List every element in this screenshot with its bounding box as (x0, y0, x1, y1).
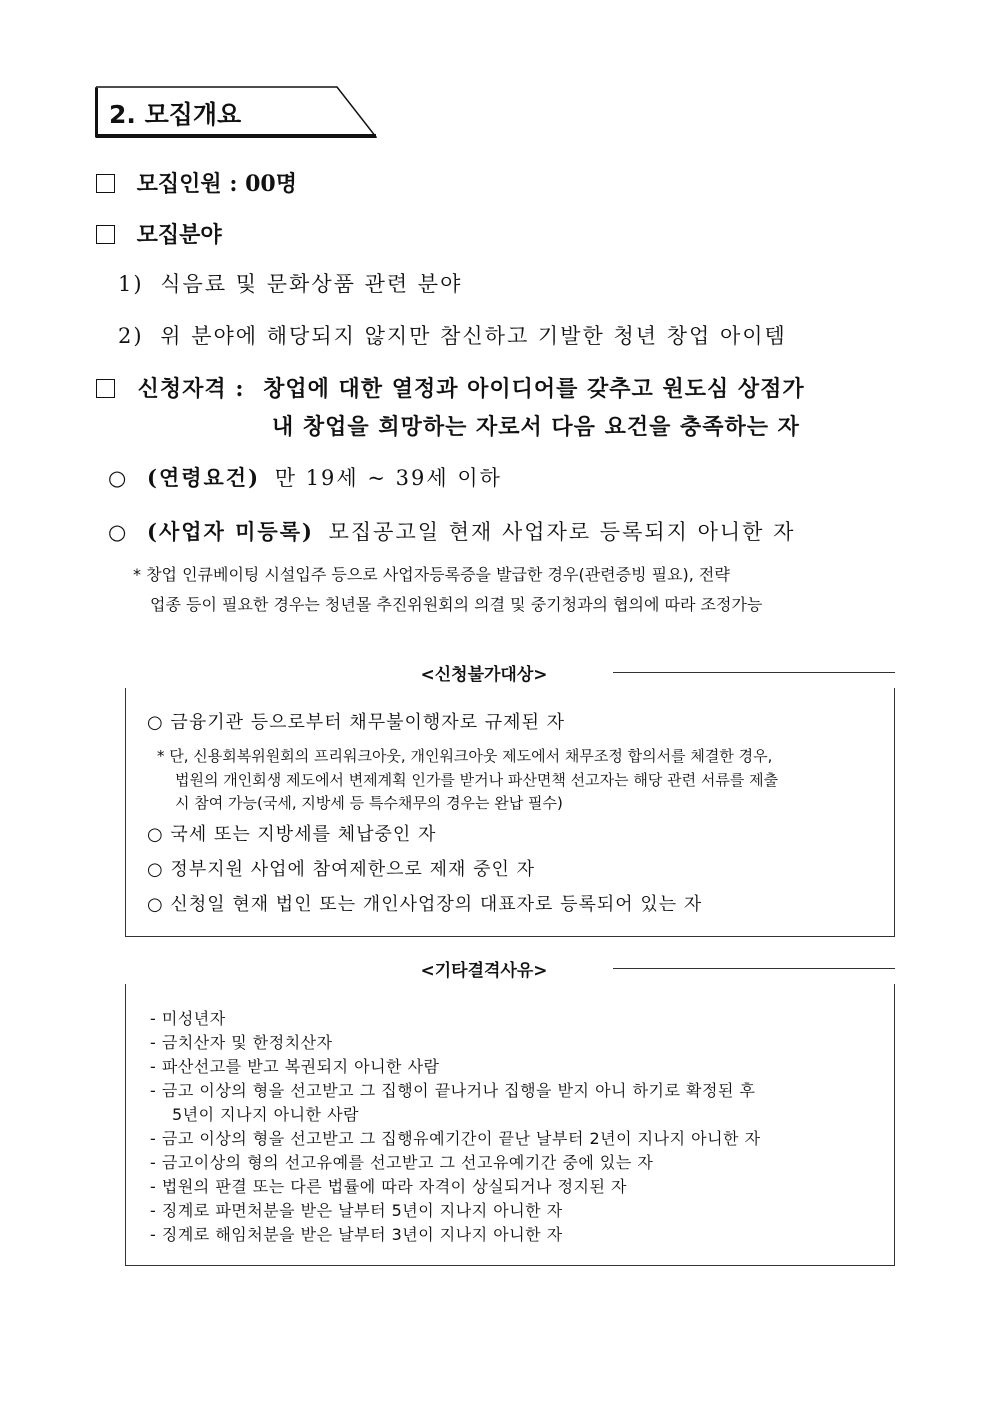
condition-key: (연령요건) (147, 465, 261, 490)
section-tab (95, 86, 377, 138)
qualification-note-line2: 업종 등이 필요한 경우는 청년몰 추진위원회의 의결 및 중기청과의 협의에 따라 조정가능 (150, 595, 763, 614)
title-rule (613, 968, 895, 969)
disqualification-line: 5년이 지나지 아니한 사람 (172, 1105, 359, 1124)
condition-text: 만 19세 ~ 39세 이하 (274, 466, 502, 490)
disqualification-title-bar (125, 954, 895, 984)
checkbox-square-icon (96, 225, 115, 244)
ineligible-item: ○ 국세 또는 지방세를 체납중인 자 (147, 824, 437, 845)
disqualification-line: - 징계로 해임처분을 받은 날부터 3년이 지나지 아니한 자 (150, 1225, 563, 1244)
ineligible-note-line: 시 참여 가능(국세, 지방세 등 특수채무의 경우는 완납 필수) (175, 794, 563, 812)
recruit-field-item (118, 268, 462, 298)
condition-text: 모집공고일 현재 사업자로 등록되지 아니한 자 (328, 520, 796, 544)
ineligible-item: ○ 금융기관 등으로부터 채무불이행자로 규제된 자 (147, 712, 566, 733)
disqualification-line: - 금고 이상의 형을 선고받고 그 집행이 끝나거나 집행을 받지 아니 하기로 확정된 후 (150, 1081, 756, 1100)
ineligible-title-bar (125, 658, 895, 688)
qualification-label: 신청자격 : (137, 376, 245, 402)
ineligible-item: ○ 정부지원 사업에 참여제한으로 제재 중인 자 (147, 859, 536, 880)
ineligible-note-line: 법원의 개인회생 제도에서 변제계획 인가를 받거나 파산면책 선고자는 해당 관련 서류를 제출 (175, 771, 779, 789)
item-text: 식음료 및 문화상품 관련 분야 (160, 272, 463, 296)
recruit-field-item (118, 320, 787, 350)
condition-key: (사업자 미등록) (147, 519, 314, 544)
section-title: 2. 모집개요 (109, 100, 242, 129)
ineligible-item: ○ 신청일 현재 법인 또는 개인사업장의 대표자로 등록되어 있는 자 (147, 894, 703, 915)
recruit-count-row (96, 167, 297, 198)
checkbox-square-icon (96, 379, 115, 398)
condition-unregistered (108, 516, 795, 546)
disqualification-line: - 징계로 파면처분을 받은 날부터 5년이 지나지 아니한 자 (150, 1201, 563, 1220)
disqualification-line: - 금고이상의 형의 선고유예를 선고받고 그 선고유예기간 중에 있는 자 (150, 1153, 654, 1172)
item-number: 2) (118, 324, 144, 348)
item-number: 1) (118, 272, 144, 296)
title-rule (613, 672, 895, 673)
circle-bullet-icon: ○ (108, 466, 129, 490)
disqualification-line: - 금고 이상의 형을 선고받고 그 집행유예기간이 끝난 날부터 2년이 지나지 아니한 자 (150, 1129, 761, 1148)
ineligible-note-line: * 단, 신용회복위원회의 프리워크아웃, 개인워크아웃 제도에서 채무조정 합의서를 체결한 경우, (157, 747, 773, 765)
disqualification-line: - 금치산자 및 한정치산자 (150, 1033, 333, 1052)
disqualification-line: - 법원의 판결 또는 다른 법률에 따라 자격이 상실되거나 정지된 자 (150, 1177, 627, 1196)
disqualification-line: - 파산선고를 받고 복권되지 아니한 사람 (150, 1057, 440, 1076)
qualification-line2: 내 창업을 희망하는 자로서 다음 요건을 충족하는 자 (272, 414, 800, 440)
item-text: 위 분야에 해당되지 않지만 참신하고 기발한 청년 창업 아이템 (160, 324, 787, 348)
condition-age (108, 462, 502, 492)
recruit-field-label: 모집분야 (136, 222, 222, 248)
ineligible-title: <신청불가대상> (355, 660, 613, 685)
qualification-row (96, 372, 805, 403)
circle-bullet-icon: ○ (108, 520, 129, 544)
disqualification-title: <기타결격사유> (355, 956, 613, 981)
qualification-line1: 창업에 대한 열정과 아이디어를 갖추고 원도심 상점가 (263, 376, 805, 402)
qualification-note-line1: * 창업 인큐베이팅 시설입주 등으로 사업자등록증을 발급한 경우(관련증빙 필요), 전략 (133, 565, 730, 584)
recruit-count-label: 모집인원 : 00명 (136, 171, 297, 197)
recruit-field-row (96, 218, 222, 249)
disqualification-line: - 미성년자 (150, 1009, 226, 1028)
checkbox-square-icon (96, 174, 115, 193)
